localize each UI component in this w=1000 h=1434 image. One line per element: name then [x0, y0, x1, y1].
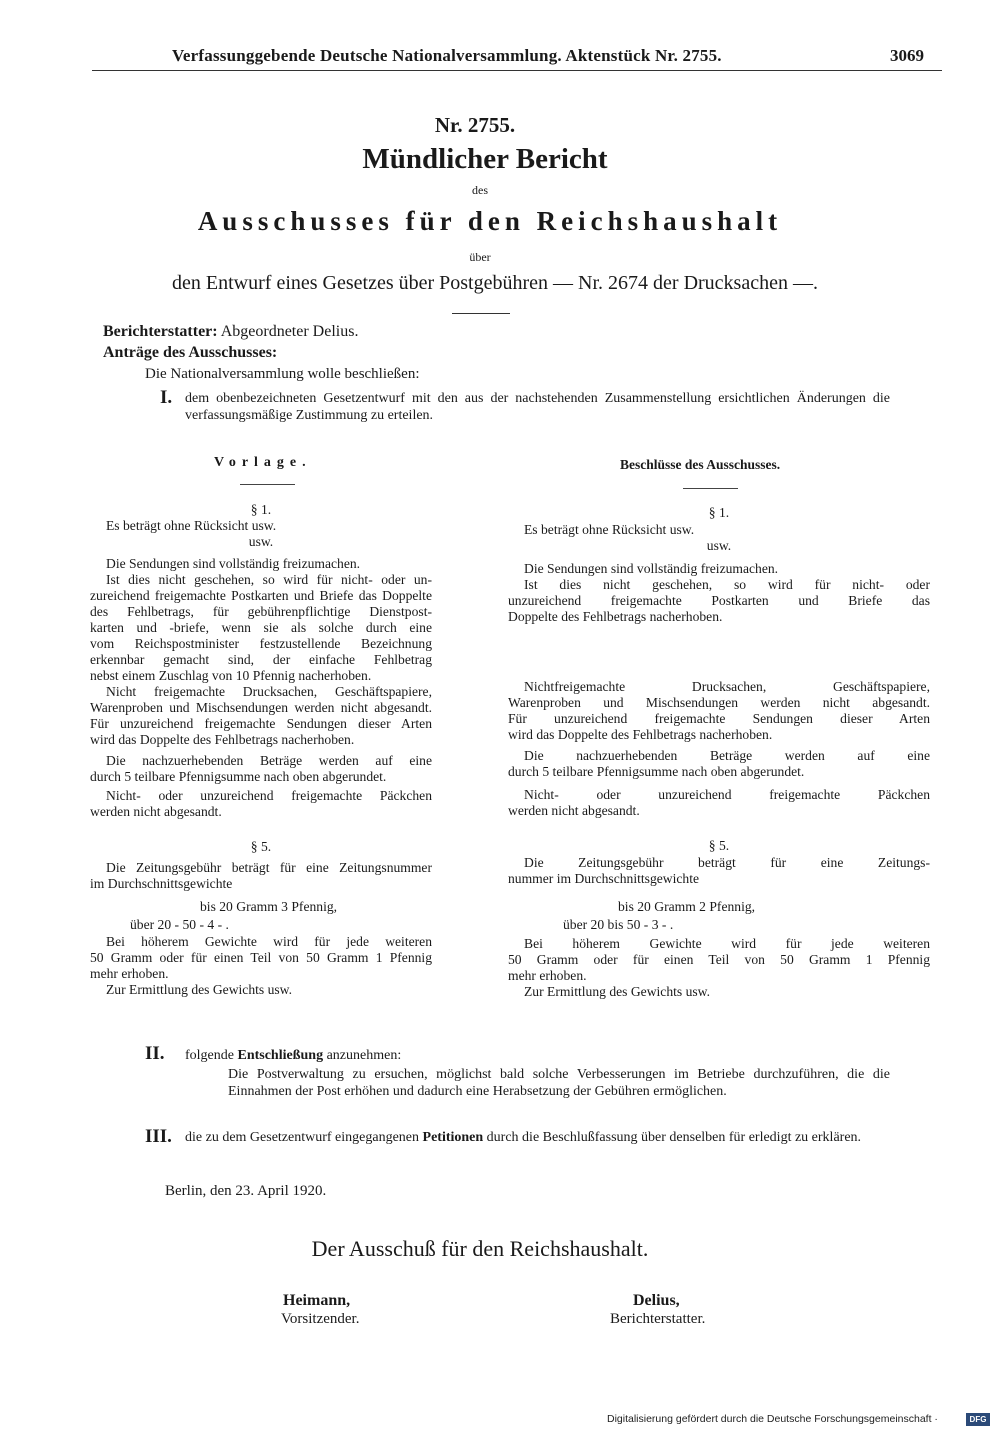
signatory-chair-role: Vorsitzender.	[281, 1311, 360, 1327]
text-line: wird das Doppelte des Fehlbetrags nacherhoben.	[508, 727, 773, 742]
text-line: Warenproben und Mischsendungen werden nicht abgesandt.	[508, 695, 930, 710]
text-line: Für unzureichend freigemachte Sendungen dieser Arten	[508, 711, 930, 726]
signatory-chair-name: Heimann,	[283, 1292, 351, 1309]
text-line: Es beträgt ohne Rücksicht usw.	[106, 518, 277, 533]
text-line: Die Sendungen sind vollständig freizumachen.	[106, 556, 361, 571]
rapporteur-label: Berichterstatter:	[103, 323, 218, 340]
resolution-text: Die Postverwaltung zu ersuchen, möglichst bald solche Verbesserungen im Betriebe durchzuführen, die die Einnahmen der Post erhöhen und dadurch eine Herabsetzung der Gebühren ermöglichen.	[228, 1067, 890, 1099]
text-line: Die Zeitungsgebühr beträgt für eine Zeitungs-	[524, 855, 930, 870]
text-line: wird das Doppelte des Fehlbetrags nacherhoben.	[90, 732, 355, 747]
text-line: durch 5 teilbare Pfennigsumme nach oben abgerundet.	[508, 764, 805, 779]
footer-credit: Digitalisierung gefördert durch die Deutsche Forschungsgemeinschaft ·	[607, 1413, 938, 1425]
column-vorlage	[90, 502, 432, 998]
column-block-para	[90, 982, 432, 998]
rapporteur-line	[103, 323, 358, 341]
text-line: Nicht freigemachte Drucksachen, Geschäftspapiere,	[106, 684, 432, 699]
text-line: über 20 - 50 - 4 - .	[130, 917, 229, 932]
motions-heading: Anträge des Ausschusses:	[103, 344, 278, 361]
column-block-rate	[90, 898, 432, 934]
column-block-para	[90, 934, 432, 982]
column-block-para	[508, 679, 930, 743]
text-line: § 5.	[708, 838, 730, 853]
committee-title: Ausschusses für den Reichshaushalt	[197, 206, 783, 236]
text-line: usw.	[706, 538, 732, 553]
text-line: Ist dies nicht geschehen, so wird für nicht- oder un-	[106, 572, 432, 587]
rapporteur-name: Abgeordneter Delius.	[220, 323, 359, 340]
text-line: werden nicht abgesandt.	[508, 803, 640, 818]
header-rule	[92, 70, 942, 71]
title-connector-ueber: über	[469, 250, 491, 264]
page-number: 3069	[890, 46, 924, 65]
text-line: § 1.	[250, 502, 272, 517]
item-I-text: dem obenbezeichneten Gesetzentwurf mit den aus der nachstehenden Zusammenstellung ersichtlichen Änderungen die verfassungsmäßige Zustimmung zu erteilen.	[185, 391, 890, 423]
text-line: § 5.	[250, 839, 272, 854]
place-date: Berlin, den 23. April 1920.	[165, 1183, 327, 1199]
column-block-para	[508, 748, 930, 780]
column-header-right: Beschlüsse des Ausschusses.	[620, 457, 781, 472]
text-line: 50 Gramm oder für einen Teil von 50 Gramm 1 Pfennig	[508, 952, 930, 967]
item-II-after: anzunehmen:	[326, 1048, 402, 1063]
column-block-para	[90, 684, 432, 748]
text-line: Nichtfreigemachte Drucksachen, Geschäftspapiere,	[524, 679, 930, 694]
text-line: über 20 bis 50 - 3 - .	[563, 917, 674, 932]
item-III-text	[185, 1129, 890, 1146]
text-line: vom Reichspostminister festzustellende Bezeichnung	[90, 636, 432, 651]
text-line: Zur Ermittlung des Gewichts usw.	[106, 982, 293, 997]
column-block-para	[508, 984, 930, 1000]
document-subject: den Entwurf eines Gesetzes über Postgebühren — Nr. 2674 der Drucksachen —.	[172, 272, 818, 294]
column-block-para	[90, 518, 432, 534]
column-block-center	[90, 502, 432, 518]
column-beschluesse	[508, 505, 930, 1000]
text-line: nebst einem Zuschlag von 10 Pfennig nacherhoben.	[90, 668, 372, 683]
column-rule-right	[683, 488, 738, 489]
text-line: Die nachzuerhebenden Beträge werden auf eine	[106, 753, 432, 768]
dfg-logo: DFG	[966, 1413, 990, 1426]
text-line: unzureichend freigemachte Postkarten und Briefe das	[508, 593, 930, 608]
column-block-para	[508, 936, 930, 984]
text-line: § 1.	[708, 505, 730, 520]
column-block-para	[90, 753, 432, 785]
item-III-before: die zu dem Gesetzentwurf eingegangenen	[185, 1130, 420, 1145]
text-line: Nicht- oder unzureichend freigemachte Päckchen	[524, 787, 930, 802]
column-header-left: Vorlage.	[214, 455, 312, 470]
column-block-center	[90, 534, 432, 550]
text-line: Ist dies nicht geschehen, so wird für nicht- oder	[524, 577, 930, 592]
column-block-para	[90, 556, 432, 572]
item-III-bold: Petitionen	[422, 1130, 484, 1145]
text-line: Nicht- oder unzureichend freigemachte Päckchen	[106, 788, 432, 803]
text-line: Es beträgt ohne Rücksicht usw.	[524, 522, 695, 537]
text-line: Die nachzuerhebenden Beträge werden auf eine	[524, 748, 930, 763]
column-block-center	[90, 839, 432, 855]
text-line: Warenproben und Mischsendungen werden nicht abgesandt.	[90, 700, 432, 715]
running-title: Verfassunggebende Deutsche Nationalversammlung. Aktenstück Nr. 2755.	[172, 46, 722, 65]
column-block-center	[508, 838, 930, 854]
text-line: Doppelte des Fehlbetrags nacherhoben.	[508, 609, 723, 624]
text-line: bis 20 Gramm 3 Pfennig,	[200, 899, 338, 914]
column-block-para	[90, 788, 432, 820]
text-line: nummer im Durchschnittsgewichte	[508, 871, 700, 886]
column-block-para	[90, 860, 432, 892]
column-block-center	[508, 505, 930, 521]
text-line: Für unzureichend freigemachte Sendungen dieser Arten	[90, 716, 432, 731]
item-numeral-III: III.	[145, 1126, 172, 1147]
item-numeral-I: I.	[160, 387, 173, 408]
text-line: zureichend freigemachte Postkarten und Briefe das Doppelte	[90, 588, 432, 603]
column-block-rate	[508, 898, 930, 934]
text-line: durch 5 teilbare Pfennigsumme nach oben abgerundet.	[90, 769, 387, 784]
item-III-after: durch die Beschlußfassung über denselben für erledigt zu erklären.	[486, 1130, 862, 1145]
item-II-text	[185, 1047, 885, 1064]
text-line: erkennbar gemacht sind, der einfache Fehlbetrag	[90, 652, 432, 667]
text-line: des Fehlbetrags, für gebührenpflichtige Dienstpost-	[90, 604, 432, 619]
title-connector-des: des	[472, 183, 488, 197]
column-block-para	[508, 522, 930, 538]
text-line: im Durchschnittsgewichte	[90, 876, 233, 891]
column-block-para	[508, 787, 930, 819]
document-title: Mündlicher Bericht	[362, 143, 608, 175]
resolution-intro: Die Nationalversammlung wolle beschließen:	[145, 366, 420, 382]
text-line: Die Sendungen sind vollständig freizumachen.	[524, 561, 779, 576]
column-block-para	[90, 572, 432, 684]
text-line: 50 Gramm oder für einen Teil von 50 Gramm 1 Pfennig	[90, 950, 432, 965]
text-line: Bei höherem Gewichte wird für jede weiteren	[524, 936, 930, 951]
column-block-para	[508, 561, 930, 577]
item-II-before: folgende	[185, 1048, 234, 1063]
text-line: karten und -briefe, wenn sie als solche durch eine	[90, 620, 432, 635]
signatory-rapporteur-role: Berichterstatter.	[610, 1311, 706, 1327]
text-line: mehr erhoben.	[508, 968, 587, 983]
column-block-center	[508, 538, 930, 554]
committee-signature: Der Ausschuß für den Reichshaushalt.	[311, 1236, 649, 1261]
title-rule	[452, 313, 510, 314]
column-rule-left	[240, 484, 295, 485]
text-line: bis 20 Gramm 2 Pfennig,	[618, 899, 756, 914]
text-line: usw.	[248, 534, 274, 549]
column-block-para	[508, 855, 930, 887]
text-line: Bei höherem Gewichte wird für jede weiteren	[106, 934, 432, 949]
text-line: mehr erhoben.	[90, 966, 169, 981]
text-line: werden nicht abgesandt.	[90, 804, 222, 819]
column-block-para	[508, 577, 930, 625]
text-line: Zur Ermittlung des Gewichts usw.	[524, 984, 711, 999]
document-number: Nr. 2755.	[434, 113, 516, 137]
text-line: Die Zeitungsgebühr beträgt für eine Zeitungsnummer	[106, 860, 432, 875]
signatory-rapporteur-name: Delius,	[633, 1292, 680, 1309]
item-numeral-II: II.	[145, 1043, 165, 1064]
item-II-bold: Entschließung	[237, 1048, 324, 1063]
